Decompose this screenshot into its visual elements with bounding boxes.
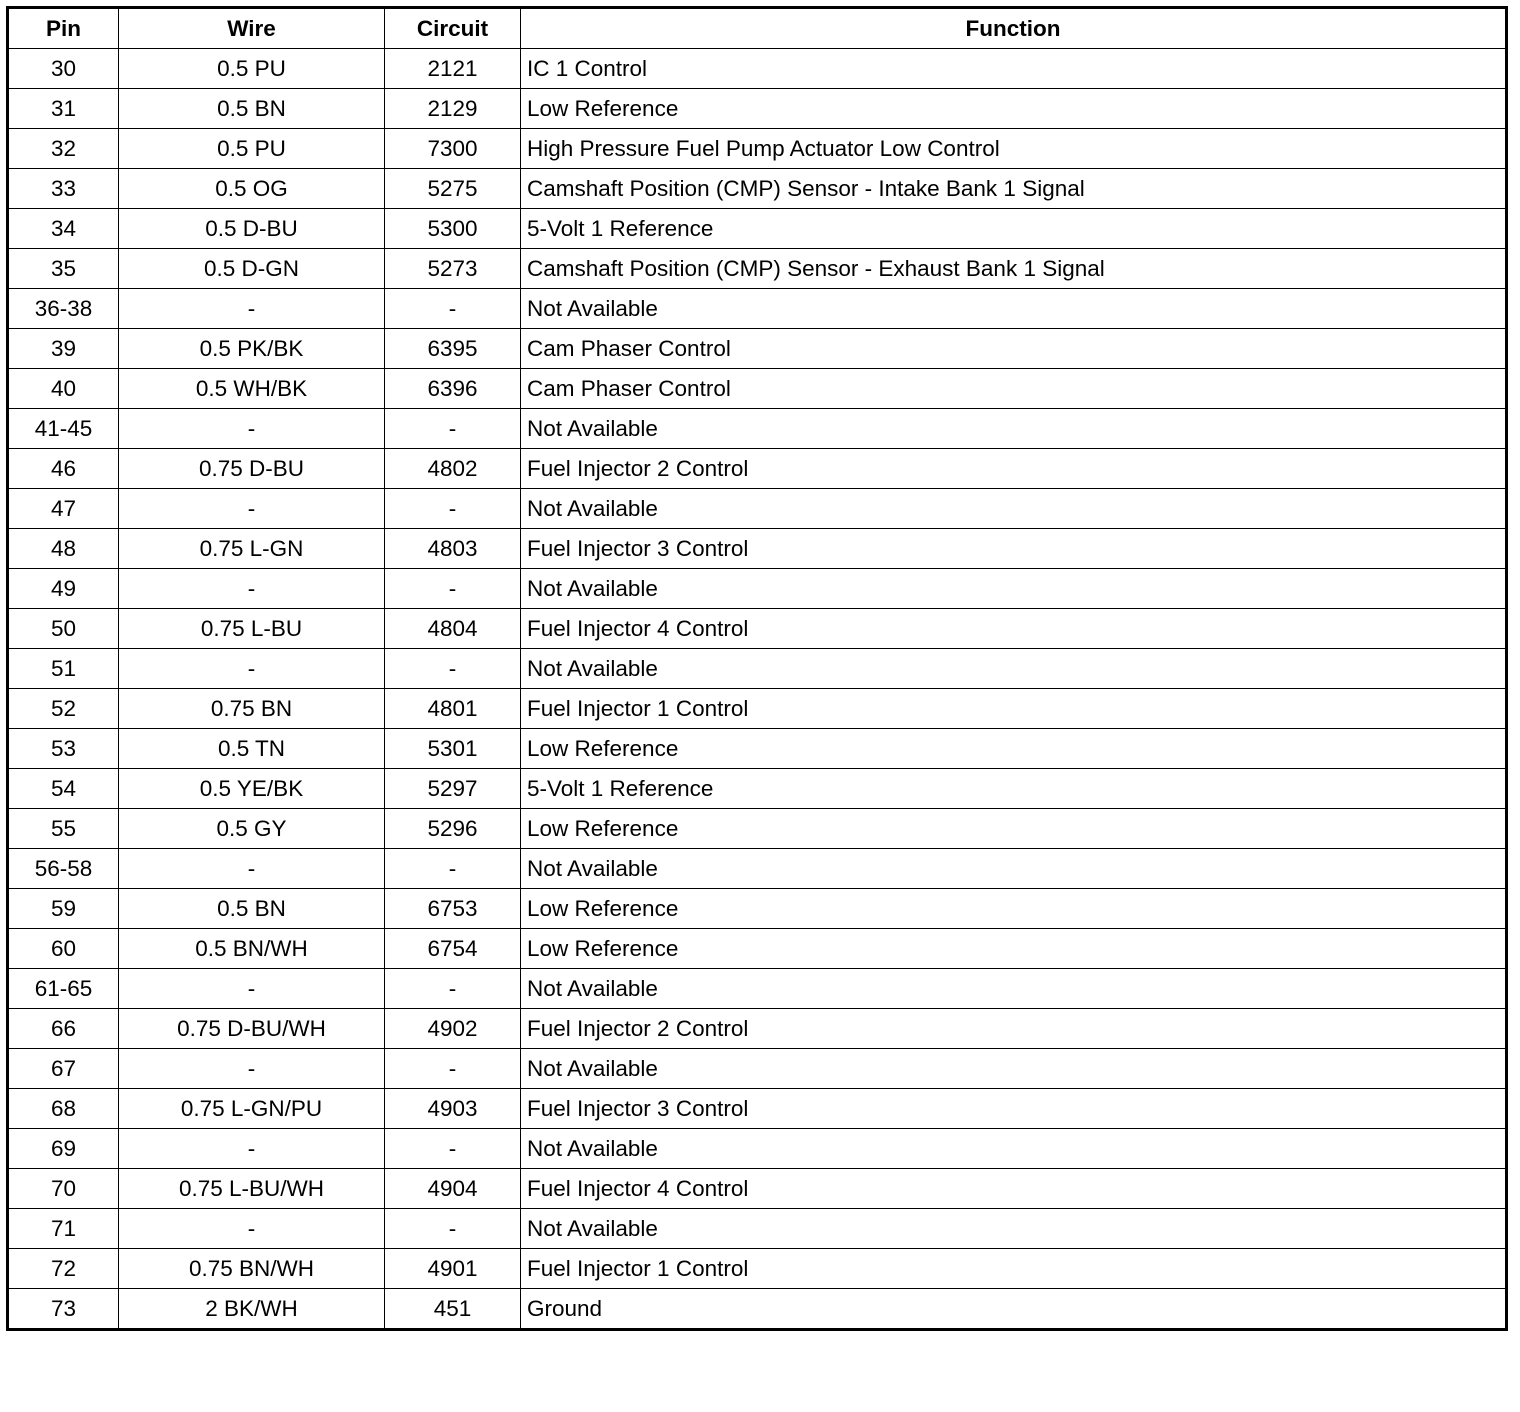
- circuit-cell: 6396: [385, 369, 521, 409]
- wire-cell: 0.75 D-BU: [119, 449, 385, 489]
- wire-cell: 0.5 OG: [119, 169, 385, 209]
- wire-cell: -: [119, 1129, 385, 1169]
- table-row: [8, 129, 1507, 169]
- table-row: [8, 649, 1507, 689]
- table-row: [8, 529, 1507, 569]
- circuit-cell: 6754: [385, 929, 521, 969]
- pin-cell: 68: [8, 1089, 119, 1129]
- pin-cell: 48: [8, 529, 119, 569]
- pin-cell: 33: [8, 169, 119, 209]
- function-cell: Low Reference: [521, 729, 1507, 769]
- function-cell: Not Available: [521, 409, 1507, 449]
- circuit-cell: 6753: [385, 889, 521, 929]
- pin-cell: 53: [8, 729, 119, 769]
- wire-cell: -: [119, 849, 385, 889]
- table-row: [8, 609, 1507, 649]
- pin-cell: 47: [8, 489, 119, 529]
- circuit-cell: 2129: [385, 89, 521, 129]
- function-cell: 5-Volt 1 Reference: [521, 209, 1507, 249]
- pin-cell: 73: [8, 1289, 119, 1330]
- circuit-cell: 6395: [385, 329, 521, 369]
- function-cell: Low Reference: [521, 809, 1507, 849]
- circuit-cell: 5300: [385, 209, 521, 249]
- table-row: [8, 889, 1507, 929]
- table-row: [8, 929, 1507, 969]
- pin-cell: 55: [8, 809, 119, 849]
- pin-cell: 46: [8, 449, 119, 489]
- circuit-cell: -: [385, 409, 521, 449]
- wire-cell: -: [119, 409, 385, 449]
- table-row: [8, 289, 1507, 329]
- circuit-cell: -: [385, 649, 521, 689]
- function-cell: Not Available: [521, 489, 1507, 529]
- circuit-cell: -: [385, 1049, 521, 1089]
- wire-cell: 0.5 PU: [119, 129, 385, 169]
- table-row: [8, 209, 1507, 249]
- circuit-cell: -: [385, 489, 521, 529]
- header-row: [8, 8, 1507, 49]
- function-cell: Fuel Injector 1 Control: [521, 1249, 1507, 1289]
- wire-cell: -: [119, 1049, 385, 1089]
- function-cell: Fuel Injector 4 Control: [521, 1169, 1507, 1209]
- pin-cell: 32: [8, 129, 119, 169]
- table-row: [8, 329, 1507, 369]
- function-cell: Not Available: [521, 649, 1507, 689]
- function-cell: Fuel Injector 3 Control: [521, 1089, 1507, 1129]
- circuit-cell: 5296: [385, 809, 521, 849]
- circuit-cell: 5273: [385, 249, 521, 289]
- function-cell: Fuel Injector 2 Control: [521, 1009, 1507, 1049]
- circuit-cell: 4901: [385, 1249, 521, 1289]
- table-row: [8, 1289, 1507, 1330]
- pin-cell: 36-38: [8, 289, 119, 329]
- wire-cell: 2 BK/WH: [119, 1289, 385, 1330]
- table-row: [8, 1009, 1507, 1049]
- wire-cell: -: [119, 969, 385, 1009]
- pin-cell: 70: [8, 1169, 119, 1209]
- function-cell: Low Reference: [521, 929, 1507, 969]
- wire-cell: -: [119, 289, 385, 329]
- table-row: [8, 249, 1507, 289]
- wire-cell: 0.5 BN: [119, 89, 385, 129]
- table-row: [8, 1129, 1507, 1169]
- table-row: [8, 969, 1507, 1009]
- pin-cell: 61-65: [8, 969, 119, 1009]
- pin-cell: 30: [8, 49, 119, 89]
- wire-cell: 0.5 BN/WH: [119, 929, 385, 969]
- wire-cell: 0.5 PU: [119, 49, 385, 89]
- wire-cell: 0.75 BN: [119, 689, 385, 729]
- table-row: [8, 569, 1507, 609]
- table-row: [8, 769, 1507, 809]
- wire-cell: 0.5 PK/BK: [119, 329, 385, 369]
- pin-cell: 50: [8, 609, 119, 649]
- function-cell: Not Available: [521, 289, 1507, 329]
- table-row: [8, 1169, 1507, 1209]
- wire-cell: 0.5 GY: [119, 809, 385, 849]
- circuit-cell: 4903: [385, 1089, 521, 1129]
- function-cell: Not Available: [521, 569, 1507, 609]
- pin-cell: 60: [8, 929, 119, 969]
- pin-cell: 66: [8, 1009, 119, 1049]
- pinout-table: [6, 6, 1508, 1331]
- table-row: [8, 489, 1507, 529]
- circuit-cell: 2121: [385, 49, 521, 89]
- header-function: Function: [521, 8, 1507, 49]
- table-body: [8, 49, 1507, 1330]
- wire-cell: 0.5 YE/BK: [119, 769, 385, 809]
- pin-cell: 35: [8, 249, 119, 289]
- wire-cell: 0.75 D-BU/WH: [119, 1009, 385, 1049]
- circuit-cell: -: [385, 569, 521, 609]
- pin-cell: 72: [8, 1249, 119, 1289]
- wire-cell: 0.5 D-BU: [119, 209, 385, 249]
- pin-cell: 67: [8, 1049, 119, 1089]
- function-cell: Fuel Injector 3 Control: [521, 529, 1507, 569]
- pin-cell: 52: [8, 689, 119, 729]
- table-row: [8, 809, 1507, 849]
- table-row: [8, 729, 1507, 769]
- pin-cell: 41-45: [8, 409, 119, 449]
- function-cell: Cam Phaser Control: [521, 329, 1507, 369]
- wire-cell: -: [119, 489, 385, 529]
- table-row: [8, 849, 1507, 889]
- circuit-cell: 4902: [385, 1009, 521, 1049]
- function-cell: Not Available: [521, 1129, 1507, 1169]
- pin-cell: 69: [8, 1129, 119, 1169]
- pin-cell: 59: [8, 889, 119, 929]
- wire-cell: -: [119, 649, 385, 689]
- circuit-cell: -: [385, 849, 521, 889]
- header-wire: Wire: [119, 8, 385, 49]
- function-cell: Fuel Injector 4 Control: [521, 609, 1507, 649]
- table-row: [8, 409, 1507, 449]
- circuit-cell: 5297: [385, 769, 521, 809]
- function-cell: Ground: [521, 1289, 1507, 1330]
- wire-cell: 0.5 BN: [119, 889, 385, 929]
- circuit-cell: 5275: [385, 169, 521, 209]
- function-cell: Not Available: [521, 969, 1507, 1009]
- header-pin: Pin: [8, 8, 119, 49]
- circuit-cell: 5301: [385, 729, 521, 769]
- header-circuit: Circuit: [385, 8, 521, 49]
- wire-cell: -: [119, 569, 385, 609]
- function-cell: Not Available: [521, 849, 1507, 889]
- function-cell: Low Reference: [521, 889, 1507, 929]
- table-row: [8, 89, 1507, 129]
- function-cell: Camshaft Position (CMP) Sensor - Intake Bank 1 Signal: [521, 169, 1507, 209]
- table-row: [8, 1249, 1507, 1289]
- table-row: [8, 169, 1507, 209]
- function-cell: Cam Phaser Control: [521, 369, 1507, 409]
- pin-cell: 56-58: [8, 849, 119, 889]
- circuit-cell: 451: [385, 1289, 521, 1330]
- table-row: [8, 49, 1507, 89]
- pin-cell: 31: [8, 89, 119, 129]
- circuit-cell: 7300: [385, 129, 521, 169]
- function-cell: Low Reference: [521, 89, 1507, 129]
- wire-cell: 0.75 L-BU: [119, 609, 385, 649]
- circuit-cell: 4801: [385, 689, 521, 729]
- wire-cell: 0.75 BN/WH: [119, 1249, 385, 1289]
- table-row: [8, 369, 1507, 409]
- wire-cell: 0.75 L-GN/PU: [119, 1089, 385, 1129]
- circuit-cell: -: [385, 1129, 521, 1169]
- pin-cell: 71: [8, 1209, 119, 1249]
- function-cell: IC 1 Control: [521, 49, 1507, 89]
- wire-cell: 0.75 L-BU/WH: [119, 1169, 385, 1209]
- wire-cell: 0.75 L-GN: [119, 529, 385, 569]
- function-cell: Camshaft Position (CMP) Sensor - Exhaust Bank 1 Signal: [521, 249, 1507, 289]
- pin-cell: 34: [8, 209, 119, 249]
- pin-cell: 51: [8, 649, 119, 689]
- function-cell: High Pressure Fuel Pump Actuator Low Control: [521, 129, 1507, 169]
- wire-cell: 0.5 WH/BK: [119, 369, 385, 409]
- circuit-cell: 4904: [385, 1169, 521, 1209]
- wire-cell: 0.5 TN: [119, 729, 385, 769]
- function-cell: Fuel Injector 2 Control: [521, 449, 1507, 489]
- table-row: [8, 1209, 1507, 1249]
- circuit-cell: 4804: [385, 609, 521, 649]
- circuit-cell: 4802: [385, 449, 521, 489]
- function-cell: 5-Volt 1 Reference: [521, 769, 1507, 809]
- function-cell: Not Available: [521, 1049, 1507, 1089]
- circuit-cell: -: [385, 969, 521, 1009]
- wire-cell: -: [119, 1209, 385, 1249]
- pin-cell: 39: [8, 329, 119, 369]
- pin-cell: 54: [8, 769, 119, 809]
- function-cell: Not Available: [521, 1209, 1507, 1249]
- table-row: [8, 449, 1507, 489]
- circuit-cell: -: [385, 289, 521, 329]
- circuit-cell: -: [385, 1209, 521, 1249]
- table-row: [8, 1049, 1507, 1089]
- pin-cell: 40: [8, 369, 119, 409]
- wire-cell: 0.5 D-GN: [119, 249, 385, 289]
- table-row: [8, 1089, 1507, 1129]
- table-row: [8, 689, 1507, 729]
- circuit-cell: 4803: [385, 529, 521, 569]
- function-cell: Fuel Injector 1 Control: [521, 689, 1507, 729]
- pin-cell: 49: [8, 569, 119, 609]
